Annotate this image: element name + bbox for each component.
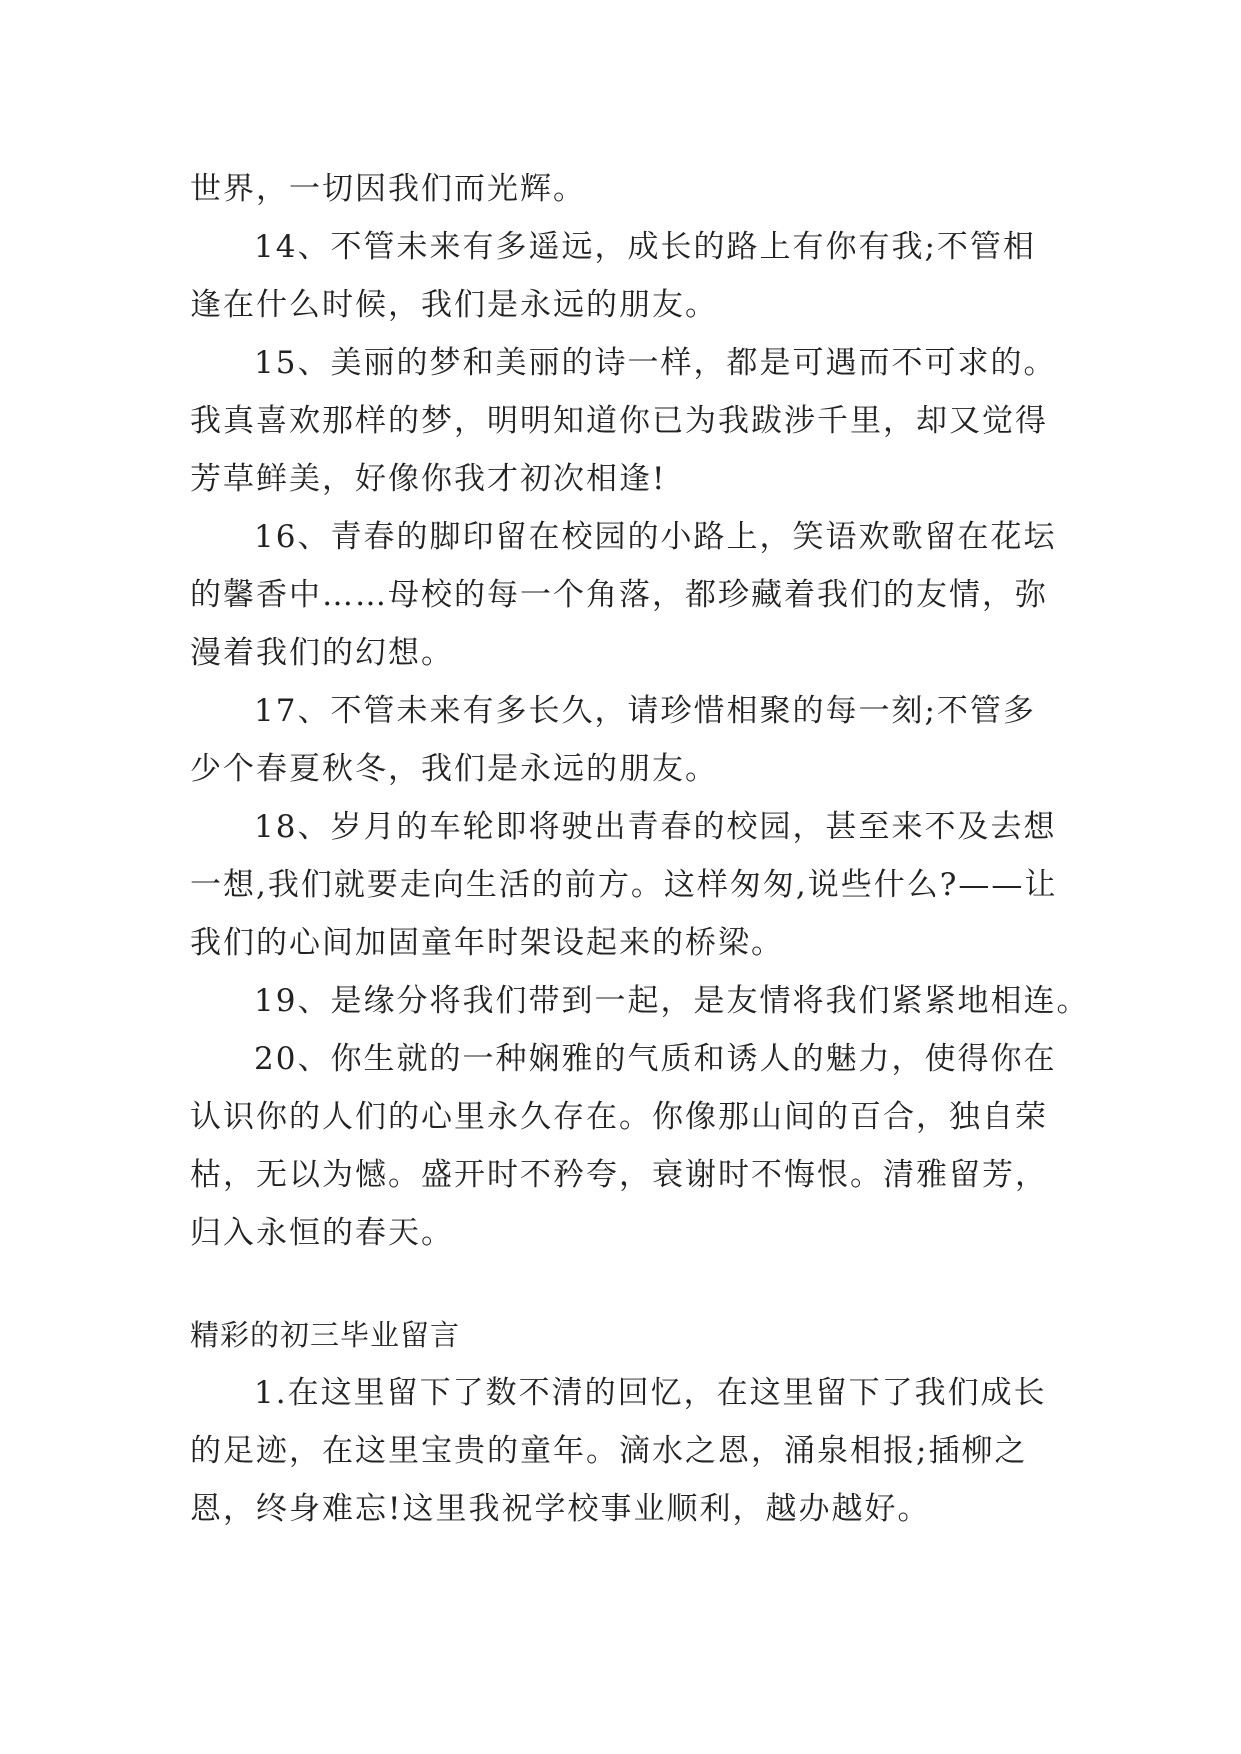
text-line: 的足迹，在这里宝贵的童年。滴水之恩，涌泉相报;插柳之: [190, 1433, 1028, 1469]
text-line: 我们的心间加固童年时架设起来的桥梁。: [190, 925, 784, 961]
text-line: 1.在这里留下了数不清的回忆，在这里留下了我们成长: [254, 1375, 1047, 1411]
text-line: 认识你的人们的心里永久存在。你像那山间的百合，独自荣: [190, 1099, 1048, 1135]
paragraph-16: [190, 508, 1060, 682]
paragraph-14: [190, 218, 1060, 334]
text-line: 枯，无以为憾。盛开时不矜夸，衰谢时不悔恨。清雅留芳，: [190, 1157, 1048, 1193]
text-line: 一想,我们就要走向生活的前方。这样匆匆,说些什么?——让: [190, 867, 1058, 903]
paragraph-17: [190, 682, 1060, 798]
text-line: 19、是缘分将我们带到一起，是友情将我们紧紧地相连。: [254, 983, 1090, 1019]
section-gap: [190, 1262, 1060, 1306]
text-line: 归入永恒的春天。: [190, 1215, 454, 1251]
text-line: 芳草鲜美，好像你我才初次相逢!: [190, 461, 667, 497]
paragraph-18: [190, 798, 1060, 972]
text-line: 我真喜欢那样的梦，明明知道你已为我跋涉千里，却又觉得: [190, 403, 1048, 439]
text-line: 漫着我们的幻想。: [190, 635, 454, 671]
text-line: 16、青春的脚印留在校园的小路上，笑语欢歌留在花坛: [254, 519, 1057, 555]
text-line: 15、美丽的梦和美丽的诗一样，都是可遇而不可求的。: [254, 345, 1057, 381]
paragraph-19: [190, 972, 1090, 1030]
text-line: 少个春夏秋冬，我们是永远的朋友。: [190, 751, 718, 787]
paragraph-20: [190, 1030, 1060, 1262]
text-line: 18、岁月的车轮即将驶出青春的校园，甚至来不及去想: [254, 809, 1057, 845]
text-line: 20、你生就的一种娴雅的气质和诱人的魅力，使得你在: [254, 1041, 1057, 1077]
text-line: 17、不管未来有多长久，请珍惜相聚的每一刻;不管多: [254, 693, 1036, 729]
section-heading: 精彩的初三毕业留言: [190, 1318, 461, 1352]
paragraph-0: [190, 160, 1060, 218]
text-line: 的馨香中……母校的每一个角落，都珍藏着我们的友情，弥: [190, 577, 1048, 613]
text-line: 恩，终身难忘!这里我祝学校事业顺利，越办越好。: [190, 1491, 931, 1527]
text-line: 逢在什么时候，我们是永远的朋友。: [190, 287, 718, 323]
text-line: 世界，一切因我们而光辉。: [190, 171, 586, 207]
paragraph-1: [190, 1364, 1060, 1538]
paragraph-15: [190, 334, 1060, 508]
text-line: 14、不管未来有多遥远，成长的路上有你有我;不管相: [254, 229, 1036, 265]
document-body: [190, 160, 1090, 1538]
